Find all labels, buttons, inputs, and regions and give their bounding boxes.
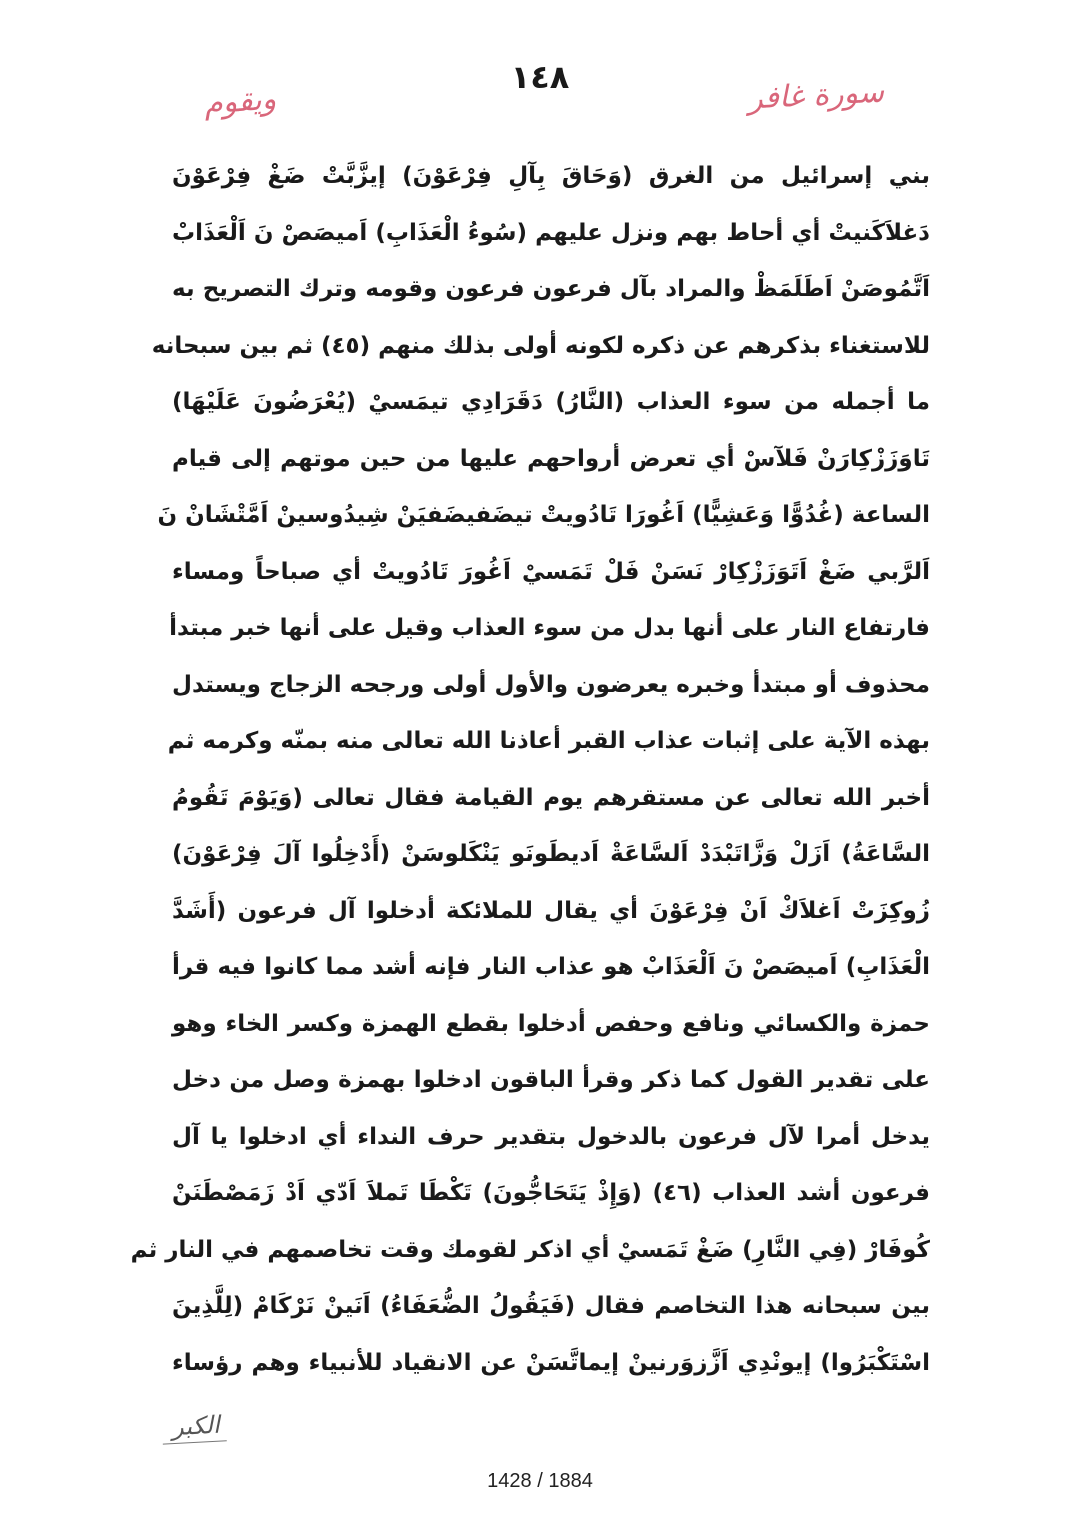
handwritten-margin-note: ويقوم	[202, 81, 278, 122]
text-line: بني إسرائيل من الغرق (وَحَاقَ بِآلِ فِرْعَوْنَ) إيزَّبَّتْ ضَغْ فِرْعَوْنَ	[172, 163, 930, 189]
text-line: تَاوَزَزْكِارَنْ فَلآسْ أي تعرض أرواحهم عليها من حين موتهم إلى قيام	[172, 445, 930, 472]
text-line: محذوف أو مبتدأ وخبره يعرضون والأول أولى ورجحه الزجاج ويستدل	[172, 671, 930, 698]
text-line: حمزة والكسائي ونافع وحفص أدخلوا بقطع الهمزة وكسر الخاء وهو	[172, 1010, 930, 1037]
text-line: بين سبحانه هذا التخاصم فقال (فَيَقُولُ الضُّعَفَاءُ) اَنَينْ نَرْكَامْ (لِلَّذِينَ	[172, 1293, 930, 1319]
handwritten-surah-note: سورة غافر	[747, 74, 885, 117]
text-line: دَغلاَكَنيتْ أي أحاط بهم ونزل عليهم (سُوءُ الْعَذَابِ) اَميصَصْ نَ اَلْعَذَابْ	[172, 219, 930, 246]
text-line: ما أجمله من سوء العذاب (النَّارُ) دَقَرَادِي تيمَسيْ (يُعْرَضُونَ عَلَيْهَا)	[172, 389, 930, 415]
text-line: الْعَذَابِ) اَميصَصْ نَ اَلْعَذَابْ هو عذاب النار فإنه أشد مما كانوا فيه قرأ	[172, 954, 930, 980]
text-line: أخبر الله تعالى عن مستقرهم يوم القيامة فقال تعالى (وَيَوْمَ تَقُومُ	[172, 784, 930, 811]
text-line: فارتفاع النار على أنها بدل من سوء العذاب وقيل على أنها خبر مبتدأ	[169, 615, 930, 641]
text-line: السَّاعَةُ) اَزَلْ وَزَّاتَبْدَدْ اَلسَّاعَةْ اَديطَونَو يَنْكَلوسَنْ (أَدْخِلُوا آلَ فِرْعَوْنَ)	[172, 841, 930, 867]
text-line: اَتَّمُوصَنْ اَطَلَمَظْ والمراد بآل فرعون فرعون وقومه وترك التصريح به	[172, 276, 930, 302]
text-line: يدخل أمرا لآل فرعون بالدخول بتقدير حرف النداء أي ادخلوا يا آل	[172, 1123, 930, 1150]
text-line: اسْتَكْبَرُوا) إيونْدِي اَزَّزوَرنينْ إيماتَّسَنْ عن الانقياد للأنبياء وهم رؤساء	[172, 1349, 930, 1376]
page-counter: 1428 / 1884	[487, 1470, 593, 1492]
catchword: الكبر	[161, 1410, 226, 1444]
text-line: الساعة (غُدُوًّا وَعَشِيًّا) اَغُورَا تَادُويتْ تيضَفيضَفيَنْ شِيدُوسينْ اَمَّتْشَانْ نَ	[157, 502, 930, 528]
text-line: بهذه الآية على إثبات عذاب القبر أعاذنا الله تعالى منه بمنّه وكرمه ثم	[167, 728, 930, 754]
manuscript-body	[130, 148, 930, 1391]
text-line: للاستغناء بذكرهم عن ذكره لكونه أولى بذلك منهم (٤٥) ثم بين سبحانه	[151, 332, 930, 359]
page-number: ١٤٨	[510, 58, 570, 96]
text-line: اَلرَّبي ضَغْ اَتَوَزَزْكِارْ نَسَنْ فَلْ تَمَسيْ اَغُورَ تَادُويتْ أي صباحاً ومساء	[172, 558, 930, 585]
text-line: على تقدير القول كما ذكر وقرأ الباقون ادخلوا بهمزة وصل من دخل	[172, 1067, 930, 1093]
text-line: زُوكِزَتْ اَغلاَكْ اَنْ فِرْعَوْنَ أي يقال للملائكة أدخلوا آل فرعون (أَشَدَّ	[172, 897, 930, 924]
text-line: كُوفَارْ (فِي النَّارِ) ضَغْ تَمَسيْ أي اذكر لقومك وقت تخاصمهم في النار ثم	[130, 1236, 930, 1263]
text-line: فرعون أشد العذاب (٤٦) (وَإِذْ يَتَحَاجُّونَ) تَكْطَا تَملاَ اَدّي اَدْ زَمَصْطَنَنْ	[172, 1180, 930, 1206]
